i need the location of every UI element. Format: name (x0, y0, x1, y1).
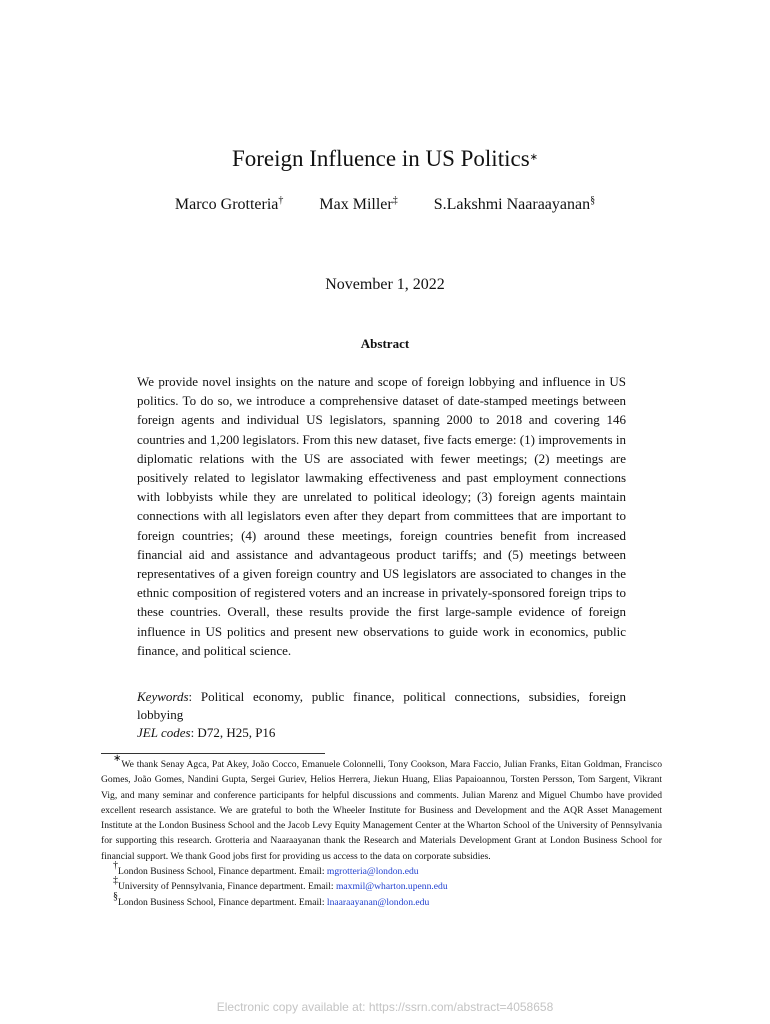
jel-line (137, 724, 626, 742)
affiliation-text: London Business School, Finance department. Email: (118, 866, 327, 878)
paper-date: November 1, 2022 (325, 276, 445, 293)
title-footnote-mark: ∗ (529, 152, 539, 163)
paper-title-text: Foreign Influence in US Politics (231, 146, 530, 171)
paper-title (0, 146, 770, 172)
email-link-naaraayanan[interactable]: lnaaraayanan@london.edu (326, 896, 430, 908)
author-name: Max Miller (319, 196, 393, 213)
footnote-divider (101, 753, 325, 754)
affiliation-footnote-miller (101, 875, 662, 894)
footnotes (101, 753, 662, 910)
author-footnote-mark: § (590, 195, 596, 206)
jel-label: JEL codes (137, 725, 191, 740)
abstract-heading: Abstract (360, 336, 410, 351)
email-link-grotteria[interactable]: mgrotteria@london.edu (326, 866, 419, 878)
author-footnote-mark: † (278, 195, 284, 206)
keywords-text: : Political economy, public finance, political connections, subsidies, foreign lobbying (137, 689, 626, 722)
keywords-line (137, 688, 626, 724)
ssrn-watermark: Electronic copy available at: https://ssrn.com/abstract=4058658 (216, 1000, 554, 1014)
author-list (0, 196, 770, 214)
footnote-mark: ‡ (113, 875, 118, 887)
footnote-mark: § (113, 890, 118, 902)
author-name: Marco Grotteria (174, 196, 279, 213)
affiliation-footnote-grotteria (101, 860, 662, 879)
author-miller (319, 196, 397, 214)
affiliation-text: London Business School, Finance department. Email: (118, 896, 327, 908)
author-naaraayanan (434, 196, 595, 214)
jel-text: : D72, H25, P16 (190, 725, 276, 740)
abstract-text: We provide novel insights on the nature and scope of foreign lobbying and influence in US politics. To do so, we introduce a comprehensive dataset of date-stamped meetings between foreign agents and individual US legislators, spanning 2000 to 2018 and covering 146 countries and 1,200 legislators. From this new dataset, five facts emerge: (1) improvements in diplomatic relations with the US are associated with fewer meetings; (2) meetings are positively related to legislator lawmaking effectiveness and past employment connections with lobbyists while they are unrelated to political ideology; (3) foreign agents maintain connections with all legislators even after they depart from committees that are important to foreign countries; (4) around these meetings, foreign countries benefit from increased financial aid and assistance and advantageous product tariffs; and (5) meetings between representatives of a given foreign country and US legislators are associated to changes in the ethnic composition of registered voters and an increase in privately-sponsored foreign trips to these countries. Overall, these results provide the first large-sample evidence of foreign influence in US politics and present new observations to guide work in economics, public finance, and political science. (137, 374, 626, 658)
affiliation-footnote-naaraayanan (101, 890, 662, 910)
acknowledgement-text: We thank Senay Agca, Pat Akey, João Cocco, Emanuele Colonnelli, Tony Cookson, Mara Faccio, Julian Franks, Eitan Goldman, Francisco Gomes, João Gomes, Nandini Gupta, Sergei Guriev, Helios Herrera, Jiekun Huang, Elias Papaioannou, Torsten Persson, Tom Sargent, Vikrant Vig, and many seminar and conference participants for helpful discussions and comments. Julian Marenz and Miguel Chumbo have provided excellent research assistance. We are grateful to both the Wheeler Institute for Business and Development and the AQR Asset Management Institute at the London Business School and the Jacob Levy Equity Management Center at the Wharton School of the University of Pennsylvania for supporting this research. Grotteria and Naaraayanan thank the Research and Materials Development Grant at London Business School for financial support. We thank Good jobs first for providing us access to the data on corporate subsidies. (101, 759, 662, 862)
acknowledgement-footnote (101, 753, 662, 864)
email-link-miller[interactable]: maxmil@wharton.upenn.edu (335, 881, 448, 893)
author-footnote-mark: ‡ (392, 195, 398, 206)
keywords-block (137, 688, 626, 742)
footnote-mark: † (113, 860, 118, 872)
keywords-label: Keywords (137, 689, 189, 704)
author-grotteria (175, 196, 284, 214)
author-name: S.Lakshmi Naaraayanan (433, 196, 591, 213)
affiliation-text: University of Pennsylvania, Finance department. Email: (118, 881, 336, 893)
footnote-mark: ∗ (113, 753, 122, 764)
